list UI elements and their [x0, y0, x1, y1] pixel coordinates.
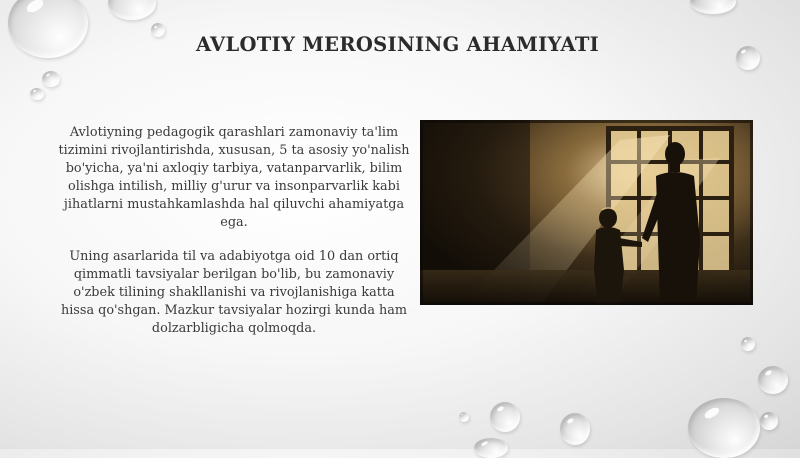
water-drop-decoration — [108, 0, 156, 20]
body-paragraph-2: Uning asarlarida til va adabiyotga oid 10 dan ortiq qimmatli tavsiyalar berilgan bo'lib, bu zamonaviy o'zbek tilining shakllanishi va rivojlanishiga katta hissa qo'shgan. Mazkur tavsiyalar hozirgi kunda ham dolzarbligicha qolmoqda. — [60, 249, 408, 336]
water-drop-decoration — [151, 23, 165, 37]
water-drop-decoration — [758, 366, 788, 394]
water-drop-decoration — [688, 398, 760, 458]
slide-title: AVLOTIY MEROSINING AHAMIYATI — [196, 33, 600, 56]
water-drop-decoration — [760, 412, 778, 430]
illustration-photo — [420, 120, 753, 305]
water-drop-decoration — [42, 71, 60, 87]
slide-body — [56, 124, 412, 354]
water-drop-decoration — [736, 46, 760, 70]
water-drop-decoration — [459, 412, 469, 422]
water-drop-decoration — [490, 402, 520, 432]
water-drop-decoration — [30, 88, 44, 100]
water-drop-decoration — [474, 438, 508, 458]
water-drop-decoration — [690, 0, 736, 14]
water-drop-decoration — [560, 413, 590, 445]
body-paragraph-1: Avlotiyning pedagogik qarashlari zamonaviy ta'lim tizimini rivojlantirishda, xususan, 5 ta asosiy yo'nalish bo'yicha, ya'ni axloqiy tarbiya, vatanparvarlik, bilim olishga intilish, milliy g'urur va insonparvarlik kabi jihatlarni mustahkamlashda hal qiluvchi ahamiyatga ega. — [58, 125, 410, 230]
water-drop-decoration — [8, 0, 88, 58]
window-scene-image — [420, 120, 753, 305]
water-drop-decoration — [741, 337, 755, 351]
